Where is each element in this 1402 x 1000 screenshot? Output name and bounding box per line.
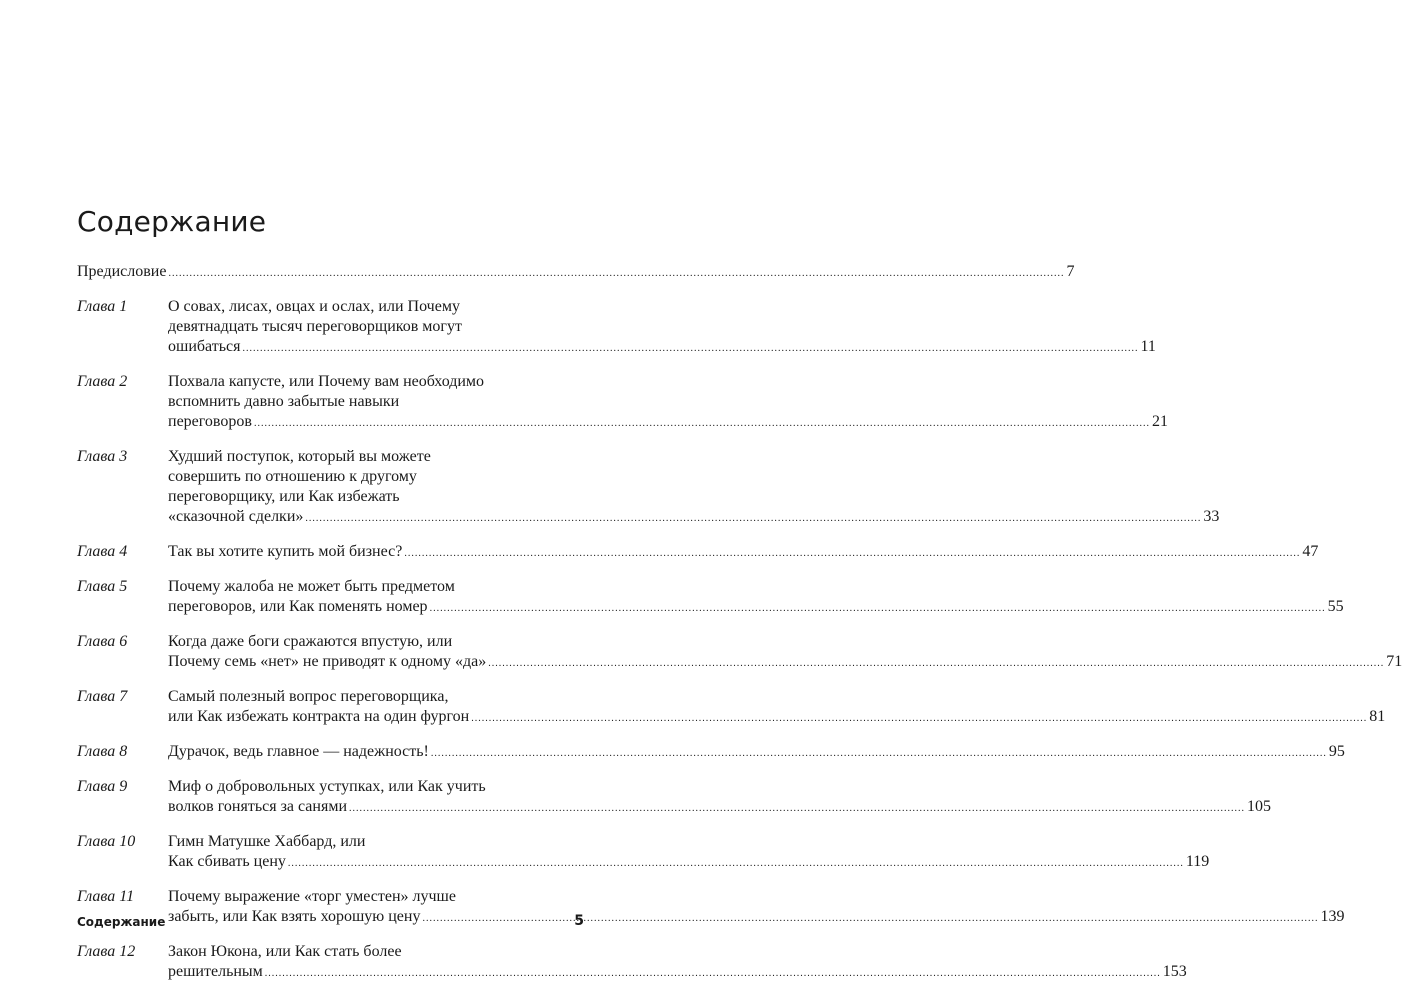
chapter-title bbox=[168, 447, 1219, 529]
chapter-label: Глава 7 bbox=[77, 688, 128, 705]
toc-entry-chapter[interactable] bbox=[77, 542, 1319, 564]
running-title: Содержание bbox=[77, 915, 166, 929]
page-number: 7 bbox=[1066, 263, 1075, 280]
chapter-title-line: или Как избежать контракта на один фургон bbox=[168, 708, 470, 725]
chapter-label: Глава 5 bbox=[77, 578, 128, 595]
chapter-title-last-line bbox=[168, 742, 1345, 764]
chapter-title bbox=[168, 297, 1156, 359]
chapter-title-line: Дурачок, ведь главное — надежность! bbox=[168, 743, 429, 760]
chapter-label: Глава 4 bbox=[77, 543, 128, 560]
page-number: 33 bbox=[1203, 508, 1220, 525]
dot-leader bbox=[404, 544, 1300, 564]
chapter-title bbox=[168, 372, 1168, 434]
chapter-title-last-line bbox=[168, 797, 1271, 819]
page-number: 139 bbox=[1320, 908, 1345, 925]
chapter-title-line: «сказочной сделки» bbox=[168, 508, 304, 525]
chapter-label: Глава 10 bbox=[77, 833, 136, 850]
page-number: 153 bbox=[1162, 963, 1187, 980]
toc-entry-chapter[interactable] bbox=[77, 777, 1271, 819]
toc-entry-chapter[interactable] bbox=[77, 742, 1345, 764]
chapter-title-last-line bbox=[168, 707, 1385, 729]
chapter-title-line: волков гоняться за санями bbox=[168, 798, 347, 815]
chapter-label: Глава 3 bbox=[77, 448, 128, 465]
chapter-title-line: Как сбивать цену bbox=[168, 853, 286, 870]
chapter-title bbox=[168, 832, 1209, 874]
folio-page-number: 5 bbox=[574, 913, 584, 929]
chapter-label: Глава 12 bbox=[77, 943, 136, 960]
dot-leader bbox=[168, 264, 1064, 284]
chapter-title-last-line bbox=[168, 652, 1402, 674]
chapter-title bbox=[168, 577, 1344, 619]
dot-leader bbox=[242, 339, 1138, 359]
toc-entry-chapter[interactable] bbox=[77, 832, 1210, 874]
chapter-label: Глава 1 bbox=[77, 298, 128, 315]
page-number: 95 bbox=[1328, 743, 1345, 760]
page-number: 81 bbox=[1369, 708, 1386, 725]
page-number: 105 bbox=[1247, 798, 1271, 815]
chapter-title-last-line bbox=[168, 337, 1156, 359]
chapter-title bbox=[168, 777, 1271, 819]
dot-leader bbox=[471, 709, 1367, 729]
dot-leader bbox=[254, 414, 1150, 434]
chapter-title-line: Почему выражение «торг уместен» лучше bbox=[168, 888, 456, 905]
chapter-title-line: Худший поступок, который вы можете bbox=[168, 448, 431, 465]
chapter-title-line: О совах, лисах, овцах и ослах, или Почему bbox=[168, 298, 460, 315]
chapter-title-line: переговоров, или Как поменять номер bbox=[168, 598, 428, 615]
chapter-title-line: совершить по отношению к другому bbox=[168, 468, 417, 485]
toc-entry-chapter[interactable] bbox=[77, 447, 1220, 529]
chapter-title-line: Гимн Матушке Хаббард, или bbox=[168, 833, 366, 850]
toc-entry-chapter[interactable] bbox=[77, 942, 1187, 984]
chapter-title bbox=[168, 942, 1187, 984]
chapter-title-line: Закон Юкона, или Как стать более bbox=[168, 943, 402, 960]
table-of-contents bbox=[77, 262, 1402, 997]
chapter-title-last-line bbox=[168, 907, 1344, 929]
chapter-list bbox=[77, 297, 1402, 984]
chapter-title-line: вспомнить давно забытые навыки bbox=[168, 393, 400, 410]
toc-entry-chapter[interactable] bbox=[77, 577, 1344, 619]
page-number: 71 bbox=[1386, 653, 1402, 670]
dot-leader bbox=[305, 509, 1201, 529]
dot-leader bbox=[422, 909, 1318, 929]
chapter-title bbox=[168, 742, 1345, 764]
dot-leader bbox=[430, 599, 1326, 619]
chapter-title-last-line bbox=[168, 852, 1209, 874]
dot-leader bbox=[288, 854, 1184, 874]
chapter-label: Глава 9 bbox=[77, 778, 128, 795]
page-number: 11 bbox=[1140, 338, 1156, 355]
toc-entry-chapter[interactable] bbox=[77, 297, 1156, 359]
page-number: 119 bbox=[1185, 853, 1210, 870]
chapter-label: Глава 6 bbox=[77, 633, 128, 650]
preface-title: Предисловие bbox=[77, 263, 167, 280]
chapter-title-line: переговоров bbox=[168, 413, 252, 430]
chapter-title-line: переговорщику, или Как избежать bbox=[168, 488, 400, 505]
chapter-title-line: Самый полезный вопрос переговорщика, bbox=[168, 688, 449, 705]
chapter-title bbox=[168, 887, 1344, 929]
chapter-label: Глава 11 bbox=[77, 888, 135, 905]
toc-entry-chapter[interactable] bbox=[77, 632, 1402, 674]
dot-leader bbox=[349, 799, 1245, 819]
chapter-label: Глава 8 bbox=[77, 743, 128, 760]
chapter-label: Глава 2 bbox=[77, 373, 128, 390]
chapter-title bbox=[168, 687, 1385, 729]
dot-leader bbox=[431, 744, 1327, 764]
chapter-title bbox=[168, 542, 1318, 564]
chapter-title-line: Почему семь «нет» не приводят к одному «да» bbox=[168, 653, 487, 670]
page-title: Содержание bbox=[77, 205, 267, 238]
chapter-title-line: Миф о добровольных уступках, или Как учить bbox=[168, 778, 486, 795]
toc-entry-chapter[interactable] bbox=[77, 687, 1386, 729]
chapter-title bbox=[168, 632, 1402, 674]
dot-leader bbox=[265, 964, 1161, 984]
chapter-title-line: ошибаться bbox=[168, 338, 241, 355]
chapter-title-line: решительным bbox=[168, 963, 263, 980]
dot-leader bbox=[488, 654, 1384, 674]
chapter-title-line: Когда даже боги сражаются впустую, или bbox=[168, 633, 453, 650]
page-number: 21 bbox=[1151, 413, 1168, 430]
chapter-title-last-line bbox=[168, 507, 1219, 529]
toc-entry-chapter[interactable] bbox=[77, 372, 1168, 434]
chapter-title-last-line bbox=[168, 542, 1318, 564]
chapter-title-last-line bbox=[168, 412, 1168, 434]
page-number: 47 bbox=[1302, 543, 1319, 560]
chapter-title-line: забыть, или Как взять хорошую цену bbox=[168, 908, 421, 925]
chapter-title-last-line bbox=[168, 597, 1344, 619]
chapter-title-line: Похвала капусте, или Почему вам необходимо bbox=[168, 373, 485, 390]
page-number: 55 bbox=[1327, 598, 1344, 615]
chapter-title-last-line bbox=[168, 962, 1187, 984]
chapter-title-line: Почему жалоба не может быть предметом bbox=[168, 578, 455, 595]
toc-entry-preface[interactable] bbox=[77, 262, 1075, 284]
chapter-title-line: Так вы хотите купить мой бизнес? bbox=[168, 543, 403, 560]
chapter-title-line: девятнадцать тысяч переговорщиков могут bbox=[168, 318, 462, 335]
